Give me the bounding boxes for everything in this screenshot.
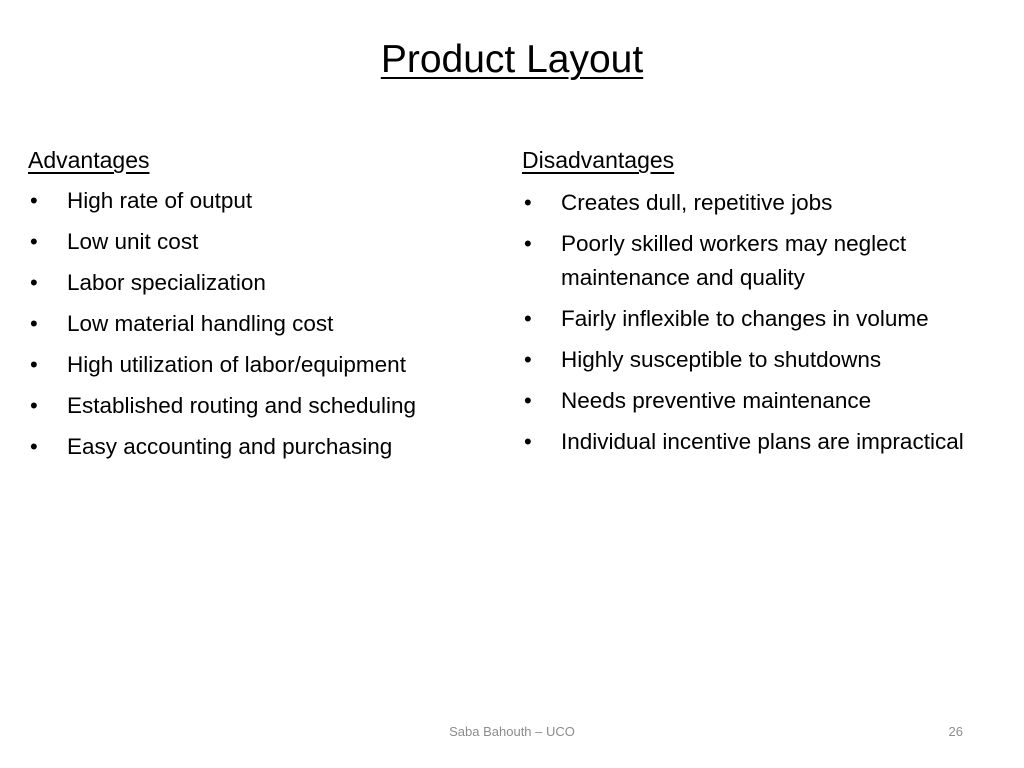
- list-item-text: Low material handling cost: [67, 311, 334, 336]
- slide-title: Product Layout: [380, 38, 644, 81]
- bullet-icon: •: [30, 434, 38, 459]
- bullet-icon: •: [30, 393, 38, 418]
- disadvantages-heading: Disadvantages: [522, 147, 675, 173]
- list-item: [522, 425, 1002, 459]
- advantages-column: [28, 145, 498, 473]
- bullet-icon: •: [30, 311, 38, 336]
- list-item-text: High rate of output: [67, 188, 253, 213]
- list-item: [28, 350, 498, 380]
- list-item-text: Labor specialization: [67, 270, 266, 295]
- list-item-text: Established routing and scheduling: [67, 393, 416, 418]
- page-number: 26: [948, 724, 963, 739]
- footer-author: Saba Bahouth – UCO: [449, 724, 575, 739]
- disadvantages-column: [522, 145, 1002, 466]
- bullet-icon: •: [30, 229, 38, 254]
- list-item: [522, 186, 1002, 220]
- bullet-icon: •: [524, 429, 532, 454]
- list-item: [28, 309, 498, 339]
- bullet-icon: •: [30, 352, 38, 377]
- list-item-text: Creates dull, repetitive jobs: [561, 190, 833, 215]
- list-item: [28, 268, 498, 298]
- bullet-icon: •: [30, 188, 38, 213]
- list-item-text: Fairly inflexible to changes in volume: [561, 306, 929, 331]
- list-item: [28, 186, 498, 216]
- bullet-icon: •: [524, 306, 532, 331]
- bullet-icon: •: [524, 347, 532, 372]
- advantages-heading: Advantages: [28, 147, 150, 173]
- list-item: [522, 343, 1002, 377]
- list-item-text: High utilization of labor/equipment: [67, 352, 406, 377]
- list-item: [522, 384, 1002, 418]
- bullet-icon: •: [30, 270, 38, 295]
- bullet-icon: •: [524, 388, 532, 413]
- list-item-text: Needs preventive maintenance: [561, 388, 872, 413]
- list-item-text: Low unit cost: [67, 229, 199, 254]
- bullet-icon: •: [524, 190, 532, 215]
- advantages-list: [28, 186, 498, 462]
- list-item-text: Easy accounting and purchasing: [67, 434, 393, 459]
- disadvantages-list: [522, 186, 1002, 459]
- list-item: [28, 227, 498, 257]
- list-item-text: Highly susceptible to shutdowns: [561, 347, 882, 372]
- list-item: [28, 391, 498, 421]
- list-item-text: Poorly skilled workers may neglect maintenance and quality: [561, 231, 907, 290]
- list-item: [28, 432, 498, 462]
- list-item: [522, 302, 1002, 336]
- list-item: [522, 227, 1002, 295]
- list-item-text: Individual incentive plans are impractical: [561, 429, 964, 454]
- bullet-icon: •: [524, 231, 532, 256]
